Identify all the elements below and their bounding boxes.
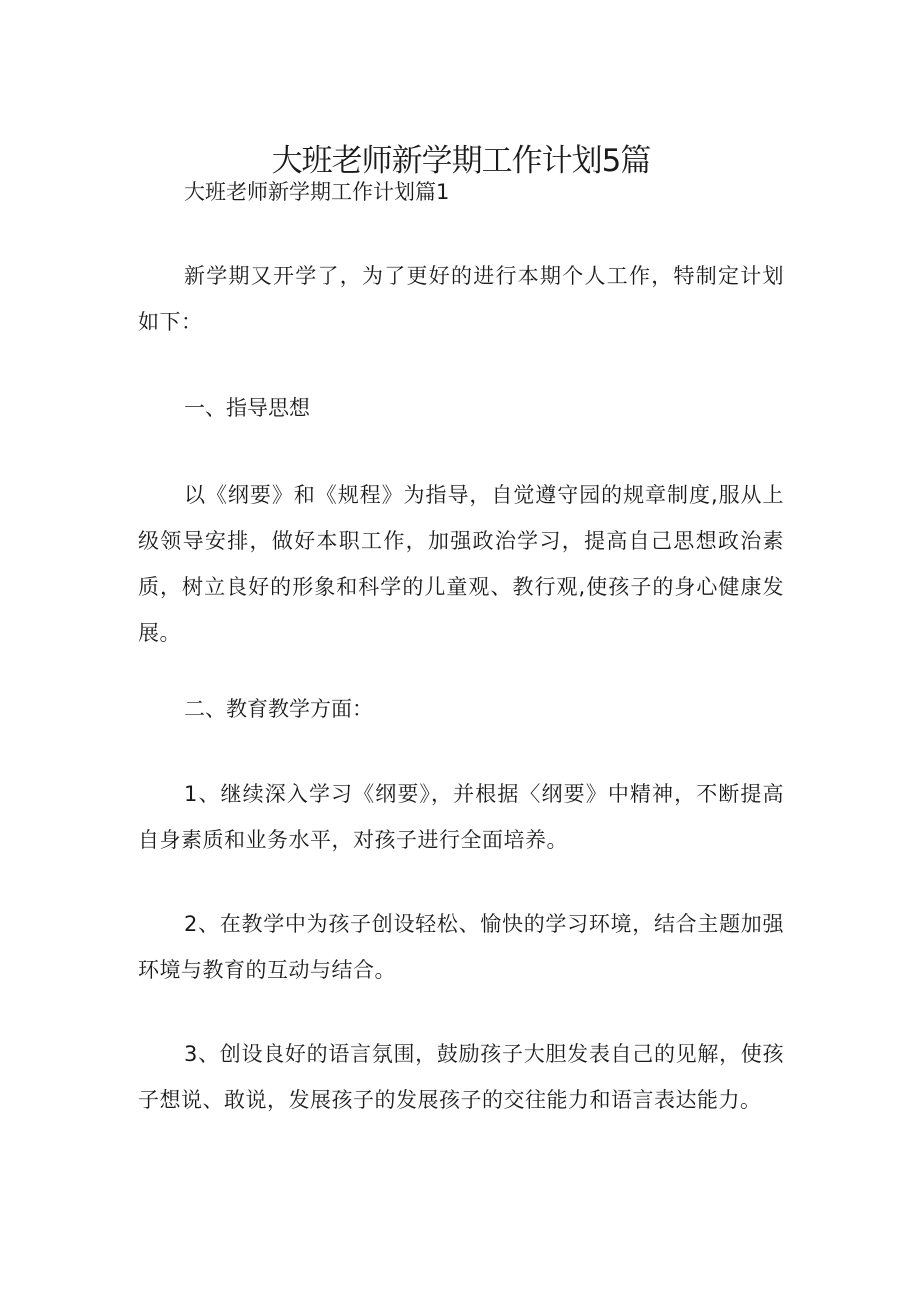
document-title: 大班老师新学期工作计划5篇 <box>271 142 651 179</box>
section-heading-guiding-ideology: 一、指导思想 <box>184 396 310 420</box>
education-item-1: 1、继续深入学习《纲要》，并根据〈纲要》中精神，不断提高自身素质和业务水平，对孩子进行全面培养。 <box>138 782 784 852</box>
education-item-3: 3、创设良好的语言氛围，鼓励孩子大胆发表自己的见解，使孩子想说、敢说，发展孩子的发展孩子的交往能力和语言表达能力。 <box>138 1042 784 1112</box>
section-heading-education-teaching: 二、教育教学方面： <box>184 697 373 721</box>
intro-paragraph: 新学期又开学了，为了更好的进行本期个人工作，特制定计划如下： <box>138 264 784 334</box>
education-item-2: 2、在教学中为孩子创设轻松、愉快的学习环境，结合主题加强环境与教育的互动与结合。 <box>138 912 784 982</box>
document-subtitle: 大班老师新学期工作计划篇1 <box>184 180 450 204</box>
guiding-ideology-paragraph: 以《纲要》和《规程》为指导，自觉遵守园的规章制度,服从上级领导安排，做好本职工作，加强政治学习，提高自己思想政治素质，树立良好的形象和科学的儿童观、教行观,使孩子的身心健康发展。 <box>138 483 784 645</box>
